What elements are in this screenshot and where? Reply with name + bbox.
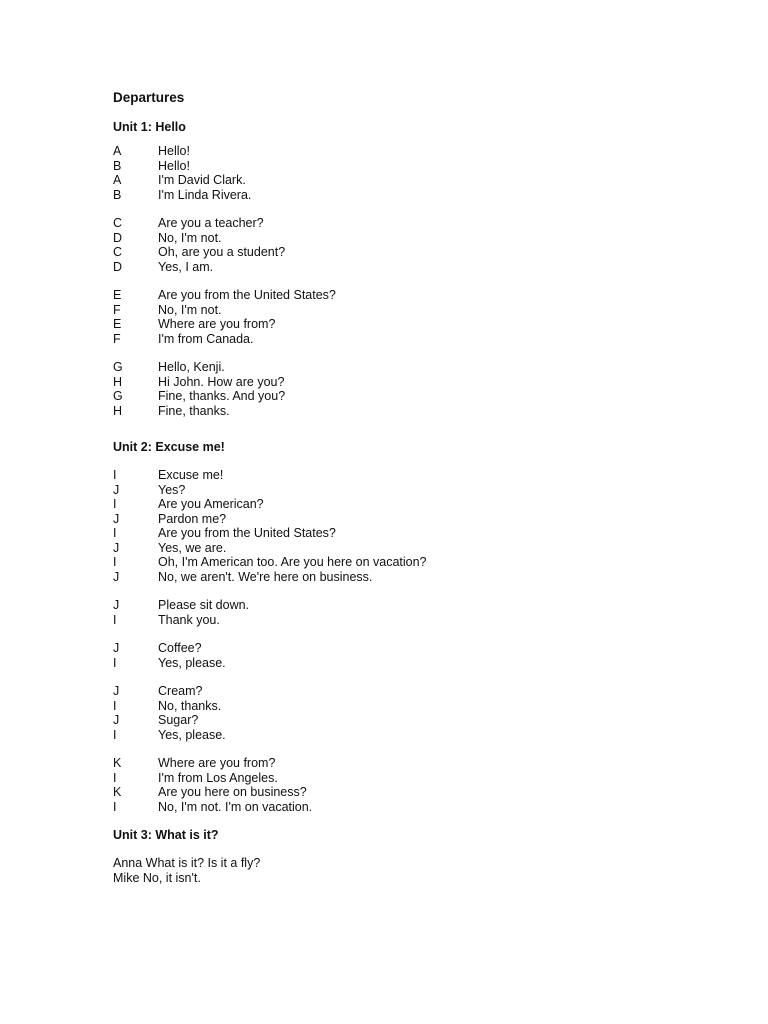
speaker-label: E xyxy=(113,288,122,302)
dialogue-line xyxy=(113,360,733,375)
dialogue-line xyxy=(113,245,733,260)
dialogue-text: Yes, we are. xyxy=(158,540,227,555)
unit-1-heading: Unit 1: Hello xyxy=(113,120,186,134)
dialogue-text: Are you a teacher? xyxy=(158,216,264,230)
dialogue-line xyxy=(113,173,733,188)
speaker-label: B xyxy=(113,158,122,173)
speaker-label: I xyxy=(113,698,117,713)
dialogue-line xyxy=(113,684,733,699)
document-title: Departures xyxy=(113,90,185,105)
dialogue-text: No, I'm not. I'm on vacation. xyxy=(158,799,313,814)
dialogue-line xyxy=(113,512,733,527)
dialogue-text: Yes? xyxy=(158,482,186,497)
dialogue-text: Fine, thanks. And you? xyxy=(158,389,286,403)
dialogue-line xyxy=(113,188,733,203)
dialogue-text: No, we aren't. We're here on business. xyxy=(158,569,373,584)
speaker-label: I xyxy=(113,555,117,569)
dialogue-text: I'm Linda Rivera. xyxy=(158,187,252,202)
dialogue-text: Where are you from? xyxy=(158,756,276,770)
dialogue-text: Please sit down. xyxy=(158,598,250,612)
speaker-label: A xyxy=(113,173,122,187)
dialogue-text: Hello! xyxy=(158,144,190,158)
dialogue-text: No, thanks. xyxy=(158,698,222,713)
speaker-label: D xyxy=(113,230,123,245)
speaker-label: E xyxy=(113,317,122,331)
unit-3-heading: Unit 3: What is it? xyxy=(113,828,219,842)
dialogue-line xyxy=(113,483,733,498)
dialogue-line xyxy=(113,216,733,231)
speaker-label: I xyxy=(113,655,117,670)
dialogue-line xyxy=(113,699,733,714)
dialogue-line xyxy=(113,570,733,585)
dialogue-line xyxy=(113,526,733,541)
speaker-label: C xyxy=(113,216,123,230)
dialogue-line xyxy=(113,144,733,159)
dialogue-line xyxy=(113,613,733,628)
dialogue-text: No, I'm not. xyxy=(158,230,222,245)
dialogue-text: I'm David Clark. xyxy=(158,173,246,187)
speaker-label: H xyxy=(113,403,123,418)
dialogue-text: Hello! xyxy=(158,158,190,173)
dialogue-line xyxy=(113,159,733,174)
dialogue-text: Yes, I am. xyxy=(158,259,214,274)
speaker-label: I xyxy=(113,770,117,785)
speaker-label: A xyxy=(113,144,122,158)
dialogue-line xyxy=(113,260,733,275)
dialogue-line xyxy=(113,771,733,786)
dialogue-line xyxy=(113,555,733,570)
dialogue-text: Excuse me! xyxy=(158,468,224,482)
dialogue-text: Yes, please. xyxy=(158,727,226,742)
document-page xyxy=(113,89,733,885)
speaker-label: I xyxy=(113,612,117,627)
speaker-label: J xyxy=(113,482,120,497)
speaker-label: H xyxy=(113,374,123,389)
dialogue-line xyxy=(113,317,733,332)
speaker-label: J xyxy=(113,598,120,612)
speaker-label: I xyxy=(113,727,117,742)
dialogue-line xyxy=(113,641,733,656)
speaker-label: J xyxy=(113,641,120,655)
speaker-label: I xyxy=(113,497,117,511)
dialogue-text: Yes, please. xyxy=(158,655,226,670)
dialogue-line xyxy=(113,756,733,771)
dialogue-text: Pardon me? xyxy=(158,511,227,526)
dialogue-text: Cream? xyxy=(158,684,203,698)
speaker-label: B xyxy=(113,187,122,202)
dialogue-text: Oh, are you a student? xyxy=(158,245,286,259)
speaker-label: J xyxy=(113,569,120,584)
dialogue-line xyxy=(113,785,733,800)
dialogue-text: Hello, Kenji. xyxy=(158,360,225,374)
unit-1-dialogue xyxy=(113,144,733,418)
dialogue-line xyxy=(113,288,733,303)
dialogue-line: Mike No, it isn't. xyxy=(113,870,201,885)
unit-2-dialogue xyxy=(113,468,733,814)
dialogue-text: I'm from Canada. xyxy=(158,331,254,346)
dialogue-line xyxy=(113,713,733,728)
speaker-label: J xyxy=(113,540,120,555)
speaker-label: K xyxy=(113,756,122,770)
dialogue-line xyxy=(113,598,733,613)
speaker-label: I xyxy=(113,526,117,540)
dialogue-line xyxy=(113,332,733,347)
speaker-label: F xyxy=(113,331,121,346)
dialogue-text: No, I'm not. xyxy=(158,302,222,317)
dialogue-line xyxy=(113,468,733,483)
dialogue-text: Sugar? xyxy=(158,713,199,727)
dialogue-text: Thank you. xyxy=(158,612,220,627)
dialogue-line xyxy=(113,375,733,390)
dialogue-text: Are you American? xyxy=(158,497,264,511)
dialogue-text: Are you from the United States? xyxy=(158,288,336,302)
speaker-label: G xyxy=(113,360,123,374)
dialogue-line xyxy=(113,231,733,246)
speaker-label: D xyxy=(113,259,123,274)
dialogue-line xyxy=(113,656,733,671)
dialogue-line xyxy=(113,800,733,815)
speaker-label: I xyxy=(113,468,117,482)
dialogue-line: Anna What is it? Is it a fly? xyxy=(113,856,261,870)
dialogue-text: Coffee? xyxy=(158,641,202,655)
dialogue-line xyxy=(113,303,733,318)
unit-3-dialogue xyxy=(113,856,733,885)
speaker-label: J xyxy=(113,713,120,727)
dialogue-text: Oh, I'm American too. Are you here on vacation? xyxy=(158,555,427,569)
dialogue-text: Are you from the United States? xyxy=(158,526,336,540)
speaker-label: J xyxy=(113,511,120,526)
dialogue-line xyxy=(113,389,733,404)
speaker-label: K xyxy=(113,785,122,799)
dialogue-text: Hi John. How are you? xyxy=(158,374,285,389)
dialogue-line xyxy=(113,541,733,556)
dialogue-text: Fine, thanks. xyxy=(158,403,230,418)
dialogue-text: Are you here on business? xyxy=(158,785,307,799)
speaker-label: I xyxy=(113,799,117,814)
dialogue-text: Where are you from? xyxy=(158,317,276,331)
dialogue-line xyxy=(113,497,733,512)
speaker-label: C xyxy=(113,245,123,259)
speaker-label: G xyxy=(113,389,123,403)
speaker-label: J xyxy=(113,684,120,698)
dialogue-line xyxy=(113,728,733,743)
dialogue-line xyxy=(113,404,733,419)
unit-2-heading: Unit 2: Excuse me! xyxy=(113,440,225,454)
dialogue-text: I'm from Los Angeles. xyxy=(158,770,278,785)
speaker-label: F xyxy=(113,302,121,317)
